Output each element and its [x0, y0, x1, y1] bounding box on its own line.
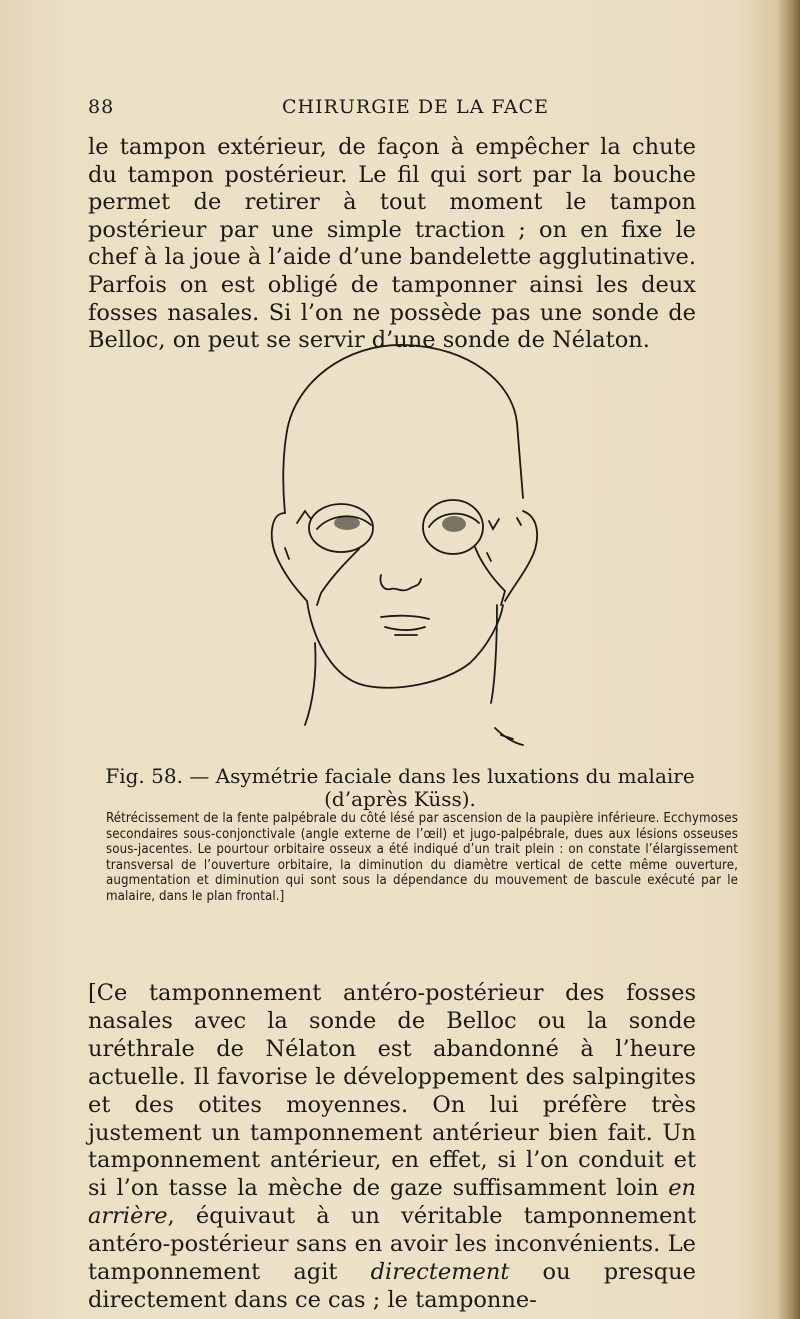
face-illustration	[255, 343, 555, 763]
paragraph-1: le tampon extérieur, de façon à empêcher la chute du tampon postérieur. Le fil qui sort par la bouche permet de retirer à tout moment le tampon postérieur par une simple traction ; on en fixe le chef à la joue à l’aide d’une bandelette agglutinative. Parfois on est obligé de tamponner ainsi les deux fosses nasales. Si l’on ne possède pas une sonde de Belloc, on peut se servir d’une sonde de Nélaton.	[88, 134, 696, 354]
paragraph-2-italic-a: en arrière	[88, 1175, 696, 1230]
paragraph-2-text-c: ou presque directement dans ce cas ; le tamponne-	[88, 1259, 696, 1313]
caption-title: Fig. 58. — Asymétrie faciale dans les luxations du malaire	[105, 764, 695, 788]
head-left-side	[283, 431, 287, 513]
caption-source: (d’après Küss).	[324, 787, 476, 811]
left-ear	[272, 513, 307, 601]
paragraph-2	[88, 980, 696, 1315]
nose	[380, 575, 421, 590]
page-number: 88	[88, 96, 115, 118]
page-edge-shadow	[778, 0, 800, 1319]
neck-right	[491, 605, 497, 703]
figure-caption	[100, 765, 700, 811]
right-cheek-line	[475, 547, 505, 605]
mouth-upper	[381, 616, 429, 619]
paragraph-2-italic-b: directement	[370, 1259, 510, 1286]
mouth-lower	[385, 627, 425, 630]
head-top-curve	[287, 345, 517, 431]
left-cheek-line	[317, 549, 359, 605]
running-head: CHIRURGIE DE LA FACE	[282, 96, 550, 118]
head-right-side	[517, 423, 523, 498]
page-header	[88, 96, 688, 122]
jaw-left	[307, 601, 503, 688]
neck-left	[305, 643, 316, 725]
paragraph-2-text-a: [Ce tamponnement antéro-postérieur des fosses nasales avec la sonde de Belloc ou la sonde uréthrale de Nélaton est abandonné à l’heure actuelle. Il favorise le développement des salpingites et des otites moyennes. On lui préfère très justement un tamponnement antérieur bien fait. Un tamponnement antérieur, en effet, si l’on conduit et si l’on tasse la mèche de gaze suffisamment loin	[88, 980, 696, 1202]
figure-legend: Rétrécissement de la fente palpébrale du côté lésé par ascension de la paupière inférieure. Ecchymoses secondaires sous-conjonctivale (angle externe de l’œil) et jugo-palpébrale, dues aux lésions osseuses sous-jacentes. Le pourtour orbitaire osseux a été indiqué d’un trait plein : on constate l’élargissement transversal de l’ouverture orbitaire, la diminution du diamètre vertical de cette même ouverture, augmentation et diminution qui sont sous la dépendance du mouvement de bascule exécuté par le malaire, dans le plan frontal.]	[106, 811, 738, 904]
paragraph-2-text-b: , équivaut à un véritable tamponnement antéro-postérieur sans en avoir les inconvénients. Le tamponnement agit	[88, 1203, 696, 1286]
